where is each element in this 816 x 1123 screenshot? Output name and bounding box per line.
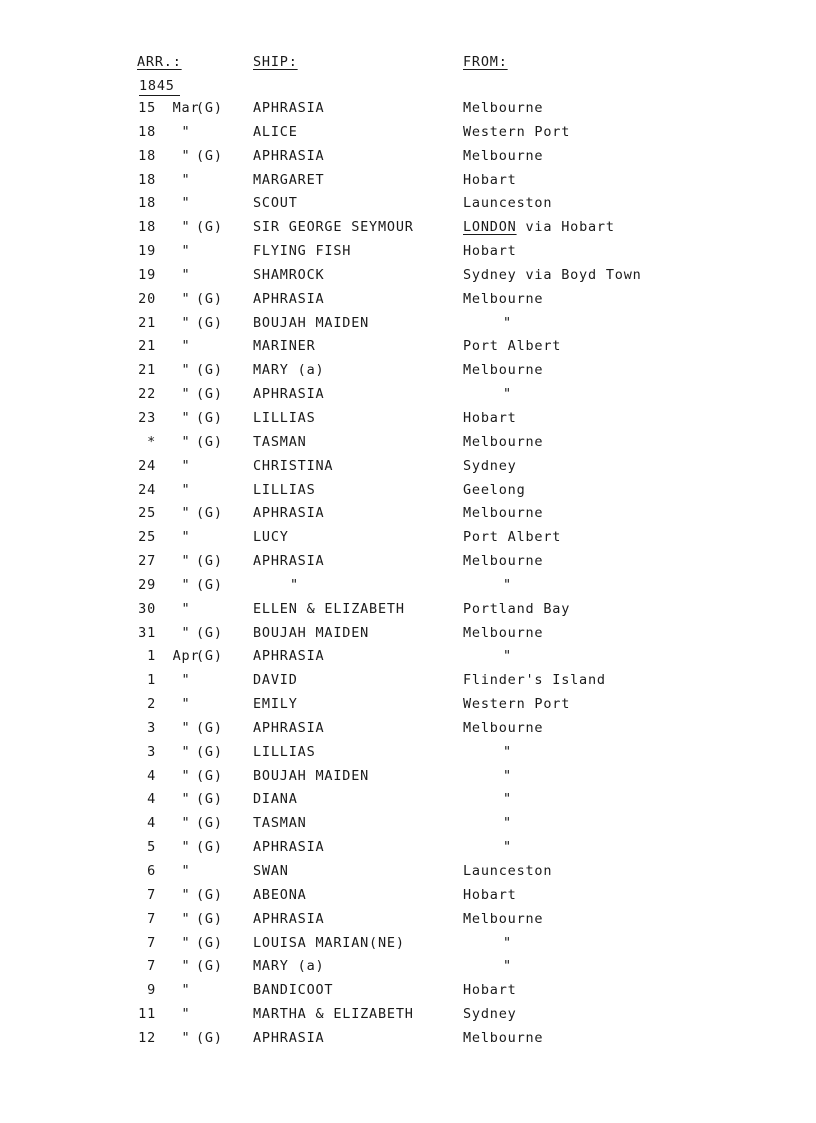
from-port: " <box>503 314 512 331</box>
list-item <box>0 386 816 410</box>
from-port: Melbourne <box>463 505 544 522</box>
ship-name: APHRASIA <box>253 100 325 116</box>
arrival-day: 22 <box>138 386 156 403</box>
ship-name: SWAN <box>253 863 289 879</box>
arrival-month: " <box>181 958 191 975</box>
arrival-day: 15 <box>138 100 156 116</box>
arrival-month: Mar <box>172 100 200 116</box>
list-item <box>0 720 816 744</box>
list-item <box>0 768 816 792</box>
from-port: Hobart <box>463 171 517 188</box>
from-port: Sydney <box>463 1006 517 1023</box>
arrival-day: 18 <box>138 195 156 212</box>
arrival-day: 3 <box>147 719 156 736</box>
arrival-day: 7 <box>147 886 156 903</box>
ship-name: FLYING FISH <box>253 243 352 260</box>
government-flag: (G) <box>196 839 223 856</box>
ship-name: LUCY <box>253 529 289 546</box>
ship-name: " <box>290 576 299 593</box>
list-item <box>0 911 816 935</box>
arrival-day: 7 <box>147 934 156 951</box>
arrival-day: 6 <box>147 863 156 879</box>
arrival-day: 19 <box>138 266 156 283</box>
government-flag: (G) <box>196 290 223 307</box>
list-item <box>0 124 816 148</box>
ship-name: APHRASIA <box>253 910 325 927</box>
arrival-day: 30 <box>138 600 156 617</box>
from-port: " <box>503 839 512 856</box>
ship-name: ELLEN & ELIZABETH <box>253 600 405 617</box>
from-port: " <box>503 815 512 832</box>
ship-name: APHRASIA <box>253 505 325 522</box>
arrival-day: 31 <box>138 624 156 641</box>
arrival-day: 23 <box>138 409 156 426</box>
arrival-month: " <box>181 553 191 570</box>
arrival-month: " <box>181 743 191 760</box>
arrival-month: " <box>181 1006 191 1023</box>
arrival-day: 29 <box>138 576 156 593</box>
arrival-day: 9 <box>147 982 156 999</box>
from-port-origin: LONDON <box>463 219 517 236</box>
arrival-month: " <box>181 266 191 283</box>
arrival-month: " <box>181 362 191 379</box>
arrival-month: " <box>181 767 191 784</box>
from-port: Hobart <box>463 886 517 903</box>
arrival-day: 4 <box>147 767 156 784</box>
list-item <box>0 338 816 362</box>
ship-name: BOUJAH MAIDEN <box>253 314 370 331</box>
ship-name: DIANA <box>253 791 298 808</box>
government-flag: (G) <box>196 767 223 784</box>
government-flag: (G) <box>196 147 223 164</box>
arrival-day: * <box>147 433 156 450</box>
ship-name: LILLIAS <box>253 481 316 498</box>
from-port: Melbourne <box>463 910 544 927</box>
ship-name: ALICE <box>253 123 298 140</box>
list-item <box>0 863 816 887</box>
government-flag: (G) <box>196 386 223 403</box>
from-port: " <box>503 743 512 760</box>
government-flag: (G) <box>196 910 223 927</box>
arrival-day: 24 <box>138 457 156 474</box>
table-header <box>0 54 816 74</box>
arrival-day: 25 <box>138 505 156 522</box>
from-port: " <box>503 576 512 593</box>
government-flag: (G) <box>196 433 223 450</box>
ship-name: MARY (a) <box>253 958 325 975</box>
list-item <box>0 458 816 482</box>
arrival-month: " <box>181 910 191 927</box>
list-item <box>0 434 816 458</box>
ship-name: APHRASIA <box>253 1029 325 1046</box>
from-port-via: via Hobart <box>516 219 615 236</box>
list-item <box>0 291 816 315</box>
ship-name: APHRASIA <box>253 553 325 570</box>
list-item <box>0 744 816 768</box>
government-flag: (G) <box>196 1029 223 1046</box>
from-port: Melbourne <box>463 433 544 450</box>
arrival-day: 2 <box>147 696 156 713</box>
government-flag: (G) <box>196 624 223 641</box>
list-item <box>0 982 816 1006</box>
list-item <box>0 505 816 529</box>
government-flag: (G) <box>196 409 223 426</box>
ship-name: MARTHA & ELIZABETH <box>253 1006 414 1023</box>
arrival-day: 5 <box>147 839 156 856</box>
list-item <box>0 195 816 219</box>
ship-name: MARINER <box>253 338 316 355</box>
arrival-month: " <box>181 123 191 140</box>
government-flag: (G) <box>196 362 223 379</box>
from-port: " <box>503 767 512 784</box>
government-flag: (G) <box>196 934 223 951</box>
arrival-day: 18 <box>138 123 156 140</box>
arrival-month: " <box>181 529 191 546</box>
header-from: FROM: <box>463 54 508 70</box>
list-item <box>0 410 816 434</box>
arrival-month: " <box>181 219 191 236</box>
list-item <box>0 1006 816 1030</box>
arrival-month: " <box>181 791 191 808</box>
arrival-month: " <box>181 672 191 689</box>
arrival-month: " <box>181 576 191 593</box>
list-item <box>0 529 816 553</box>
list-item <box>0 1030 816 1054</box>
arrival-month: Apr <box>172 648 200 665</box>
list-item <box>0 696 816 720</box>
arrival-month: " <box>181 314 191 331</box>
arrival-day: 18 <box>138 219 156 236</box>
list-item <box>0 172 816 196</box>
arrival-day: 21 <box>138 362 156 379</box>
government-flag: (G) <box>196 219 223 236</box>
government-flag: (G) <box>196 791 223 808</box>
government-flag: (G) <box>196 505 223 522</box>
from-port: Melbourne <box>463 147 544 164</box>
arrival-month: " <box>181 457 191 474</box>
from-port: Melbourne <box>463 553 544 570</box>
ship-name: SIR GEORGE SEYMOUR <box>253 219 414 236</box>
ship-name: MARGARET <box>253 171 325 188</box>
from-port: " <box>503 934 512 951</box>
from-port: Sydney <box>463 457 517 474</box>
arrival-month: " <box>181 839 191 856</box>
arrival-day: 18 <box>138 171 156 188</box>
arrival-month: " <box>181 863 191 879</box>
list-item <box>0 887 816 911</box>
list-item <box>0 935 816 959</box>
arrival-month: " <box>181 600 191 617</box>
arrival-day: 21 <box>138 338 156 355</box>
from-port: Port Albert <box>463 529 562 546</box>
arrival-day: 19 <box>138 243 156 260</box>
list-item <box>0 648 816 672</box>
ship-name: APHRASIA <box>253 839 325 856</box>
arrival-month: " <box>181 719 191 736</box>
list-item <box>0 553 816 577</box>
arrival-day: 25 <box>138 529 156 546</box>
arrival-month: " <box>181 243 191 260</box>
from-port: " <box>503 386 512 403</box>
arrival-month: " <box>181 386 191 403</box>
ship-name: BOUJAH MAIDEN <box>253 624 370 641</box>
arrival-month: " <box>181 696 191 713</box>
from-port: Hobart <box>463 982 517 999</box>
arrival-day: 7 <box>147 958 156 975</box>
from-port: Launceston <box>463 195 553 212</box>
ship-name: APHRASIA <box>253 290 325 307</box>
from-port: Sydney via Boyd Town <box>463 266 642 283</box>
from-port: Melbourne <box>463 1029 544 1046</box>
from-port: Geelong <box>463 481 526 498</box>
arrival-day: 18 <box>138 147 156 164</box>
list-item <box>0 219 816 243</box>
arrival-day: 11 <box>138 1006 156 1023</box>
arrival-month: " <box>181 171 191 188</box>
ship-name: APHRASIA <box>253 719 325 736</box>
from-port: Melbourne <box>463 719 544 736</box>
arrival-month: " <box>181 433 191 450</box>
government-flag: (G) <box>196 314 223 331</box>
list-item <box>0 243 816 267</box>
from-port: " <box>503 958 512 975</box>
from-port: Melbourne <box>463 290 544 307</box>
ship-name: TASMAN <box>253 433 307 450</box>
government-flag: (G) <box>196 886 223 903</box>
from-port: Flinder's Island <box>463 672 606 689</box>
ship-name: LOUISA MARIAN(NE) <box>253 934 405 951</box>
list-item <box>0 482 816 506</box>
ship-name: APHRASIA <box>253 648 325 665</box>
arrival-month: " <box>181 147 191 164</box>
list-item <box>0 791 816 815</box>
list-item <box>0 601 816 625</box>
arrival-month: " <box>181 290 191 307</box>
from-port: Western Port <box>463 123 571 140</box>
year-label: 1845 <box>139 78 180 96</box>
arrival-day: 4 <box>147 791 156 808</box>
list-item <box>0 815 816 839</box>
list-item <box>0 839 816 863</box>
from-port: Melbourne <box>463 362 544 379</box>
ship-name: APHRASIA <box>253 147 325 164</box>
arrival-month: " <box>181 338 191 355</box>
government-flag: (G) <box>196 576 223 593</box>
ship-name: ABEONA <box>253 886 307 903</box>
ship-name: LILLIAS <box>253 743 316 760</box>
list-item <box>0 958 816 982</box>
arrival-day: 7 <box>147 910 156 927</box>
ship-name: SHAMROCK <box>253 266 325 283</box>
list-item <box>0 672 816 696</box>
from-port: " <box>503 791 512 808</box>
arrival-month: " <box>181 505 191 522</box>
from-port: Hobart <box>463 243 517 260</box>
list-item <box>0 148 816 172</box>
from-port: Melbourne <box>463 624 544 641</box>
arrival-month: " <box>181 982 191 999</box>
government-flag: (G) <box>196 815 223 832</box>
ship-name: BOUJAH MAIDEN <box>253 767 370 784</box>
arrival-month: " <box>181 624 191 641</box>
arrival-day: 21 <box>138 314 156 331</box>
arrivals-list <box>0 100 816 1054</box>
from-port: " <box>503 648 512 665</box>
government-flag: (G) <box>196 648 223 665</box>
arrival-month: " <box>181 815 191 832</box>
ship-name: LILLIAS <box>253 409 316 426</box>
arrival-month: " <box>181 195 191 212</box>
arrival-day: 1 <box>147 648 156 665</box>
ship-name: DAVID <box>253 672 298 689</box>
arrival-day: 12 <box>138 1029 156 1046</box>
government-flag: (G) <box>196 958 223 975</box>
ship-name: APHRASIA <box>253 386 325 403</box>
from-port: Melbourne <box>463 100 544 116</box>
arrival-month: " <box>181 409 191 426</box>
from-port: Launceston <box>463 863 553 879</box>
arrival-month: " <box>181 1029 191 1046</box>
arrival-day: 27 <box>138 553 156 570</box>
ship-name: TASMAN <box>253 815 307 832</box>
ship-name: BANDICOOT <box>253 982 334 999</box>
from-port: Port Albert <box>463 338 562 355</box>
from-port <box>463 219 615 235</box>
ship-name: CHRISTINA <box>253 457 334 474</box>
arrival-day: 20 <box>138 290 156 307</box>
arrival-month: " <box>181 481 191 498</box>
ship-name: SCOUT <box>253 195 298 212</box>
government-flag: (G) <box>196 743 223 760</box>
list-item <box>0 362 816 386</box>
header-ship: SHIP: <box>253 54 298 70</box>
arrival-day: 4 <box>147 815 156 832</box>
arrival-month: " <box>181 934 191 951</box>
arrival-day: 24 <box>138 481 156 498</box>
header-arr: ARR.: <box>137 54 182 70</box>
government-flag: (G) <box>196 719 223 736</box>
ship-name: MARY (a) <box>253 362 325 379</box>
from-port: Portland Bay <box>463 600 571 617</box>
list-item <box>0 577 816 601</box>
government-flag: (G) <box>196 553 223 570</box>
list-item <box>0 100 816 124</box>
ship-name: EMILY <box>253 696 298 713</box>
from-port: Western Port <box>463 696 571 713</box>
arrival-day: 3 <box>147 743 156 760</box>
list-item <box>0 315 816 339</box>
arrival-month: " <box>181 886 191 903</box>
from-port: Hobart <box>463 409 517 426</box>
arrival-day: 1 <box>147 672 156 689</box>
list-item <box>0 267 816 291</box>
list-item <box>0 625 816 649</box>
government-flag: (G) <box>196 100 223 116</box>
